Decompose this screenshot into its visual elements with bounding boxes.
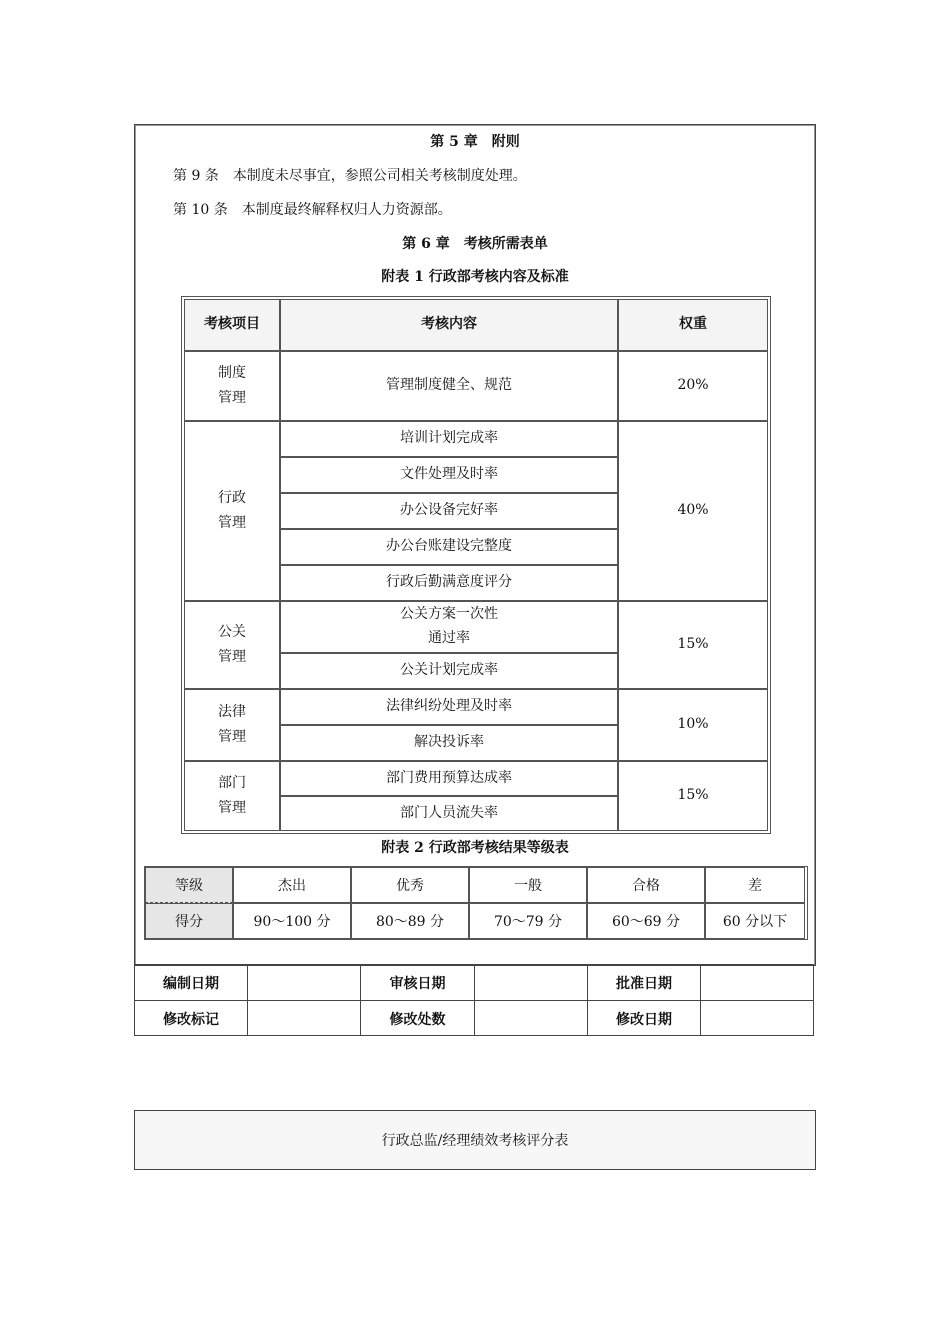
item-label-line2: 管理 [218, 515, 246, 531]
item-cell [184, 601, 280, 689]
content-cell: 办公台账建设完整度 [280, 529, 618, 565]
approve-date-label: 批准日期 [588, 966, 701, 1001]
table2-caption: 附表 2 行政部考核结果等级表 [381, 840, 569, 856]
weight-cell: 20% [618, 351, 768, 421]
score-label: 得分 [145, 903, 233, 939]
compile-date-value[interactable] [248, 966, 361, 1001]
weight-cell: 10% [618, 689, 768, 761]
header-weight: 权重 [618, 299, 768, 351]
item-label-line1: 法律 [218, 703, 246, 720]
next-form-title-box [134, 1110, 816, 1170]
chapter-5-title: 第 5 章 附则 [430, 134, 520, 150]
grade-level-table [144, 866, 808, 940]
assessment-content-table [181, 296, 771, 834]
weight-cell: 15% [618, 761, 768, 831]
content-cell: 办公设备完好率 [280, 493, 618, 529]
content-cell [280, 601, 618, 653]
grade-cell: 合格 [587, 867, 705, 903]
content-cell: 部门人员流失率 [280, 796, 618, 831]
item-label-line2: 管理 [218, 729, 246, 745]
revision-count-label: 修改处数 [361, 1001, 475, 1036]
revision-info-table [134, 964, 814, 1036]
item-label-line1: 制度 [218, 364, 246, 381]
item-label-line2: 管理 [218, 390, 246, 406]
weight-cell: 15% [618, 601, 768, 689]
article-9: 第 9 条 本制度未尽事宜，参照公司相关考核制度处理。 [173, 168, 527, 184]
weight-cell: 40% [618, 421, 768, 601]
grade-cell: 差 [705, 867, 805, 903]
score-cell: 90～100 分 [233, 903, 351, 939]
next-form-title: 行政总监/经理绩效考核评分表 [381, 1133, 569, 1149]
score-cell: 60 分以下 [705, 903, 805, 939]
item-cell [184, 689, 280, 761]
article-10: 第 10 条 本制度最终解释权归人力资源部。 [173, 202, 452, 218]
grade-cell: 优秀 [351, 867, 469, 903]
review-date-label: 审核日期 [361, 966, 475, 1001]
grade-cell: 杰出 [233, 867, 351, 903]
table1-caption: 附表 1 行政部考核内容及标准 [381, 269, 569, 285]
chapter-6-title: 第 6 章 考核所需表单 [402, 236, 548, 252]
item-cell [184, 351, 280, 421]
revision-mark-value[interactable] [248, 1001, 361, 1036]
content-cell: 文件处理及时率 [280, 457, 618, 493]
header-content: 考核内容 [280, 299, 618, 351]
content-cell: 解决投诉率 [280, 725, 618, 761]
content-cell: 行政后勤满意度评分 [280, 565, 618, 601]
review-date-value[interactable] [475, 966, 588, 1001]
grade-cell: 一般 [469, 867, 587, 903]
document-frame [134, 124, 816, 966]
content-cell: 公关计划完成率 [280, 653, 618, 689]
revision-date-label: 修改日期 [588, 1001, 701, 1036]
revision-date-value[interactable] [701, 1001, 813, 1036]
approve-date-value[interactable] [701, 966, 813, 1001]
content-cell: 部门费用预算达成率 [280, 761, 618, 796]
score-cell: 60～69 分 [587, 903, 705, 939]
score-cell: 70～79 分 [469, 903, 587, 939]
content-cell: 培训计划完成率 [280, 421, 618, 457]
grade-label: 等级 [145, 867, 233, 903]
score-cell: 80～89 分 [351, 903, 469, 939]
compile-date-label: 编制日期 [135, 966, 248, 1001]
item-label-line2: 管理 [218, 800, 246, 816]
content-line2: 通过率 [428, 630, 470, 646]
item-label-line1: 行政 [218, 489, 246, 506]
content-cell: 法律纠纷处理及时率 [280, 689, 618, 725]
item-label-line1: 部门 [218, 774, 246, 791]
header-item: 考核项目 [184, 299, 280, 351]
revision-count-value[interactable] [475, 1001, 588, 1036]
item-cell [184, 421, 280, 601]
item-cell [184, 761, 280, 831]
content-cell: 管理制度健全、规范 [280, 351, 618, 421]
item-label-line1: 公关 [218, 623, 246, 640]
item-label-line2: 管理 [218, 649, 246, 665]
content-line1: 公关方案一次性 [400, 606, 498, 623]
revision-mark-label: 修改标记 [135, 1001, 248, 1036]
